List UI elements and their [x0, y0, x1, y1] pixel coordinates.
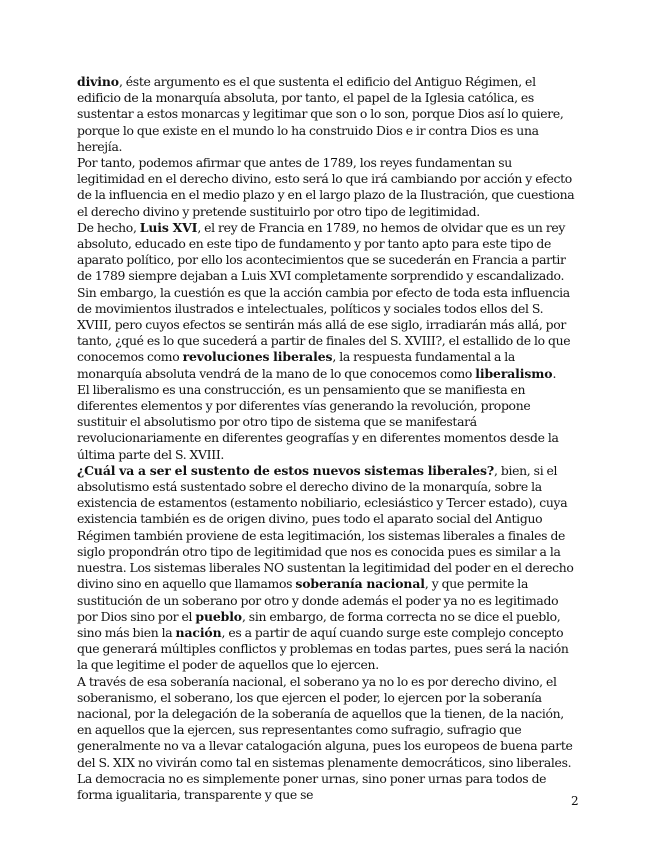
text-run: El liberalismo es una construcción, es un pensamiento que se manifiesta en diferentes elementos y por diferentes vías generando la revolución, propone sustituir el absolutismo por otro tipo de sistema que se manifestará revolucionariamente en diferentes geografías y en diferentes momentos desde la última parte del S. XVIII. — [77, 381, 559, 462]
bold-term: pueblo — [195, 608, 242, 624]
text-run: De hecho, — [77, 219, 140, 235]
bold-term: revoluciones liberales — [182, 349, 333, 365]
page-number: 2 — [571, 794, 579, 808]
text-run: , sin embargo, de forma correcta no se dice el pueblo, sino más bien la — [77, 608, 561, 640]
text-run: , el rey de Francia en 1789, no hemos de olvidar que es un rey absoluto, educado en este tipo de fundamento y por tanto apto para este tipo de aparato político, por ello los acontecimientos que se sucederán en Francia a partir de 1789 siempre dejaban a Luis XVI completamente sorprendido y escandalizado. — [77, 219, 566, 284]
text-run: , y que permite la sustitución de un soberano por otro y donde además el poder ya no es legitimado por Dios sino por el — [77, 576, 559, 624]
paragraph — [77, 220, 577, 285]
bold-term: soberanía nacional — [295, 576, 425, 592]
document-body — [77, 74, 577, 803]
text-run: , es a partir de aquí cuando surge este complejo concepto que generará múltiples conflictos y problemas en todas partes, pues será la nación la que legitime el poder de aquellos que lo ejercen. — [77, 624, 569, 673]
paragraph — [77, 74, 577, 155]
text-run: Sin embargo, la cuestión es que la acción cambia por efecto de toda esta influencia de movimientos ilustrados e intelectuales, políticos y sociales todos ellos del S. XVIII, pero cuyos efectos se sentirán más allá de ese siglo, irradiarán más allá, por tanto, ¿qué es lo que sucederá a partir de finales del S. XVIII?, el estallido de lo que conocemos como — [77, 284, 571, 365]
bold-term: Luis XVI — [139, 219, 198, 235]
bold-term: divino — [77, 74, 119, 89]
bold-term: nación — [175, 624, 222, 640]
paragraph — [77, 285, 577, 382]
paragraph — [77, 463, 577, 674]
text-run: Por tanto, podemos afirmar que antes de 1789, los reyes fundamentan su legitimidad en el derecho divino, esto será lo que irá cambiando por acción y efecto de la influencia en el medio plazo y en el largo plazo de la Ilustración, que cuestiona el derecho divino y pretende sustituirlo por otro tipo de legitimidad. — [77, 155, 575, 219]
text-run: , bien, si el absolutismo está sustentado sobre el derecho divino de la monarquía, sobre la existencia de estamentos (estamento nobiliario, eclesiástico y Tercer estado), cuya existencia también es de origen divino, pues todo el aparato social del Antiguo Régimen también proviene de esta legitimación, los sistemas liberales a finales de siglo propondrán otro tipo de legitimidad que nos es conocida pues es similar a la nuestra. Los sistemas liberales NO sustentan la legitimidad del poder en el derecho divino sino en aquello que llamamos — [77, 462, 574, 592]
paragraph — [77, 674, 577, 804]
text-run: , la respuesta fundamental a la monarquía absoluta vendrá de la mano de lo que conocemos como — [77, 349, 515, 381]
text-run: . — [552, 365, 557, 381]
bold-term: liberalismo — [475, 365, 553, 381]
bold-term: ¿Cuál va a ser el sustento de estos nuevos sistemas liberales? — [77, 462, 495, 478]
text-run: A través de esa soberanía nacional, el soberano ya no lo es por derecho divino, el soberanismo, el soberano, los que ejercen el poder, lo ejercen por la soberanía nacional, por la delegación de la soberanía de aquellos que la tienen, de la nación, en aquellos que la ejercen, sus representantes como sufragio, sufragio que generalmente no va a llevar catalogación alguna, pues los europeos de buena parte del S. XIX no vivirán como tal en sistemas plenamente democráticos, sino liberales. La democracia no es simplemente poner urnas, sino poner urnas para todos de forma igualitaria, transparente y que se — [77, 673, 573, 802]
paragraph — [77, 382, 577, 463]
text-run: , éste argumento es el que sustenta el edificio del Antiguo Régimen, el edificio de la monarquía absoluta, por tanto, el papel de la Iglesia católica, es sustentar a estos monarcas y legitimar que son o lo son, porque Dios así lo quiere, porque lo que existe en el mundo lo ha construido Dios e ir contra Dios es una herejía. — [77, 74, 564, 154]
paragraph — [77, 155, 577, 220]
